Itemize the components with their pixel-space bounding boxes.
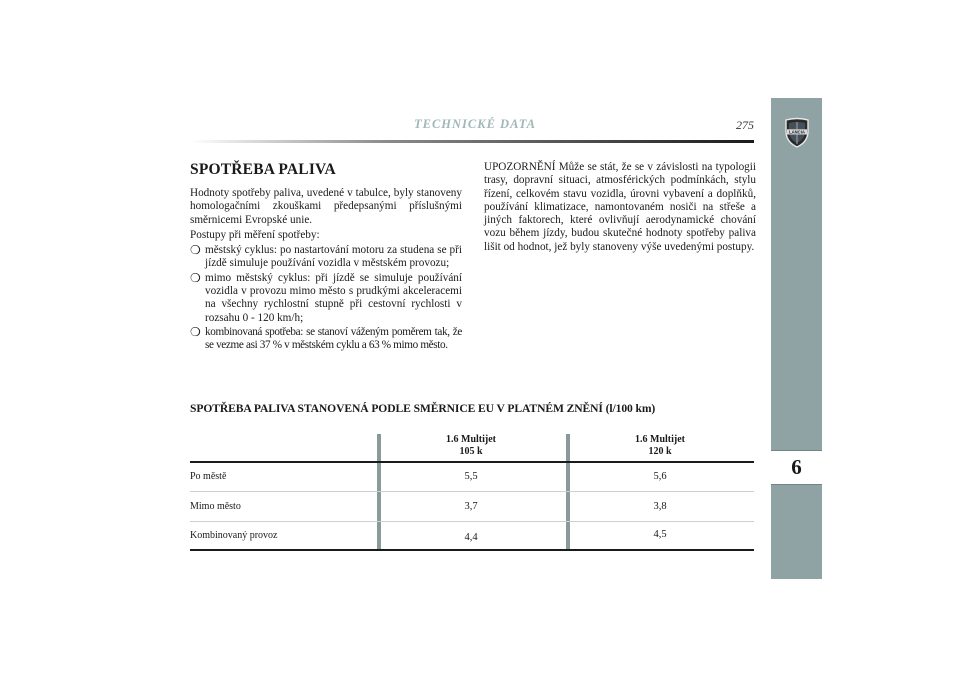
header-title: TECHNICKÉ DATA [413,117,537,131]
bullet-item [190,326,462,353]
section-title: SPOTŘEBA PALIVA [190,161,336,178]
column-header-model: 1.6 Multijet [446,434,496,445]
column-header-120k [570,434,750,457]
intro-paragraph: Hodnoty spotřeby paliva, uvedené v tabulce, byly stanoveny homologačními zkouškami předepsanými příslušnými směrnicemi Evropské unie. [190,187,462,226]
lancia-shield-icon [783,117,811,148]
header-rule [190,140,754,143]
consumption-table [190,434,754,552]
table-cell: 5,5 [464,471,478,482]
bullet-item [190,272,462,325]
row-label: Mimo město [190,501,241,512]
row-divider [190,521,754,522]
bullet-text: kombinovaná spotřeba: se stanoví váženým poměrem tak, že se vezme asi 37 % v městském cyklu a 63 % mimo město. [205,325,462,352]
column-header-power: 105 k [459,445,483,457]
side-tab [771,98,822,579]
column-header-power: 120 k [648,445,672,457]
table-bottom-rule [190,549,754,551]
chapter-number: 6 [771,450,822,485]
table-cell: 4,4 [464,532,478,543]
right-column [484,161,756,256]
bullet-text: mimo městský cyklus: při jízdě se simuluje používání vozidla v provozu mimo město s prudkými akceleracemi na všechny rychlostní stupně při cestovní rychlosti v rozsahu 0 - 120 km/h; [205,271,462,324]
bullet-circle-icon: ❍ [190,324,201,339]
column-header-105k [381,434,561,457]
row-label: Kombinovaný provoz [190,530,278,541]
procedure-label: Postupy při měření spotřeby: [190,228,320,241]
table-cell: 5,6 [653,471,667,482]
bullet-item [190,244,462,271]
table-title: SPOTŘEBA PALIVA STANOVENÁ PODLE SMĚRNICE EU V PLATNÉM ZNĚNÍ (l/100 km) [190,402,656,415]
warning-paragraph: UPOZORNĚNÍ Může se stát, že se v závislosti na typologii trasy, dopravní situaci, atmosférických podmínkách, stylu řízení, celkovém stavu vozidla, úrovni vybavení a doplňků, používání klimatizace, namontovaném nosiči na střeše a jiných faktorech, které ovlivňují aerodynamické chování vozu během jízdy, budou skutečné hodnoty spotřeby paliva lišit od hodnot, jež byly stanoveny výše uvedenými postupy. [484,161,756,253]
logo-text: LANCIA [789,129,805,135]
bullet-circle-icon: ❍ [190,243,201,258]
row-divider [190,491,754,492]
column-header-model: 1.6 Multijet [635,434,685,445]
left-column [190,161,462,353]
table-cell: 3,7 [464,501,478,512]
row-label: Po městě [190,471,227,482]
page-number: 275 [736,118,754,132]
table-cell: 4,5 [653,529,667,540]
header-rule [190,461,754,463]
bullet-text: městský cyklus: po nastartování motoru za studena se při jízdě simuluje používání vozidla v městském provozu; [205,244,462,270]
bullet-circle-icon: ❍ [190,270,201,285]
table-cell: 3,8 [653,501,667,512]
